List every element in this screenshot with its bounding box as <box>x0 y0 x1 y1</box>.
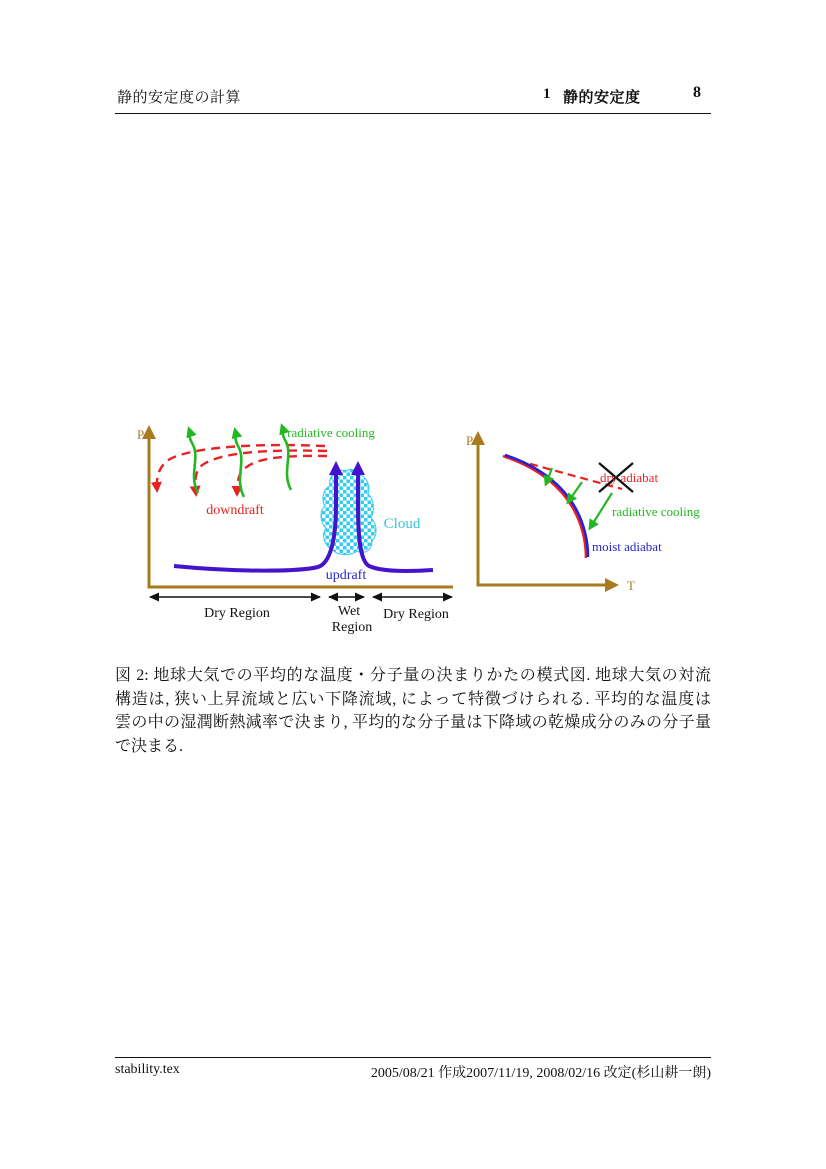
caption-line: 雲の中の湿潤断熱減率で決まり, 平均的な分子量は下降域の乾燥成分のみの分子量 <box>115 714 711 731</box>
footer-rule <box>115 1057 711 1058</box>
header-rule <box>115 113 711 114</box>
footer-dates: 2005/08/21 作成2007/11/19, 2008/02/16 改定(杉山耕一朗) <box>370 1066 711 1081</box>
green-arrow-1 <box>189 429 198 493</box>
header-section-number: 1 <box>543 86 551 102</box>
page-footer <box>115 1062 711 1082</box>
right-p-axis-label: P <box>466 433 474 448</box>
right-diagram <box>466 433 700 593</box>
cooling-arrow-3 <box>590 493 612 528</box>
caption-line: で決まる. <box>115 737 184 755</box>
caption-line: 構造は, 狭い上昇流域と広い下降流域, によって特徴づけられる. 平均的な温度は <box>115 690 711 708</box>
downdraft-label: downdraft <box>206 503 264 518</box>
right-t-axis-label: T <box>627 578 635 593</box>
radiative-cooling-label-right: radiative cooling <box>612 504 700 519</box>
caption-line: 図 2: 地球大気での平均的な温度・分子量の決まりかたの模式図. 地球大気の対流 <box>115 667 711 684</box>
figure-caption <box>115 664 711 758</box>
moist-adiabat-curve-blue <box>505 455 588 557</box>
moist-adiabat-label: moist adiabat <box>592 539 662 554</box>
cloud-label: Cloud <box>383 516 421 532</box>
updraft-label: updraft <box>325 568 367 583</box>
cooling-arrow-2 <box>568 482 582 502</box>
wet-region-label-line1: Wet <box>337 604 361 619</box>
schematic-figure-svg <box>130 412 715 640</box>
updraft-streamline-left <box>174 466 336 571</box>
dry-adiabat-label: dry adiabat <box>599 470 659 485</box>
left-p-axis-label: P <box>137 427 145 442</box>
footer-filename: stability.tex <box>115 1062 180 1077</box>
radiative-cooling-arrows-left <box>189 426 291 497</box>
header-section-title: 静的安定度 <box>563 90 641 106</box>
wet-region-label-line2: Region <box>331 620 373 635</box>
dry-region-label-left: Dry Region <box>204 606 270 621</box>
left-diagram <box>137 425 453 635</box>
dry-region-label-right: Dry Region <box>383 607 449 622</box>
radiative-cooling-label-left: radiative cooling <box>287 425 375 440</box>
downdraft-curve-3 <box>237 456 327 494</box>
running-title: 静的安定度の計算 <box>117 90 242 106</box>
page-number: 8 <box>693 84 701 101</box>
cloud-shape <box>321 469 376 554</box>
